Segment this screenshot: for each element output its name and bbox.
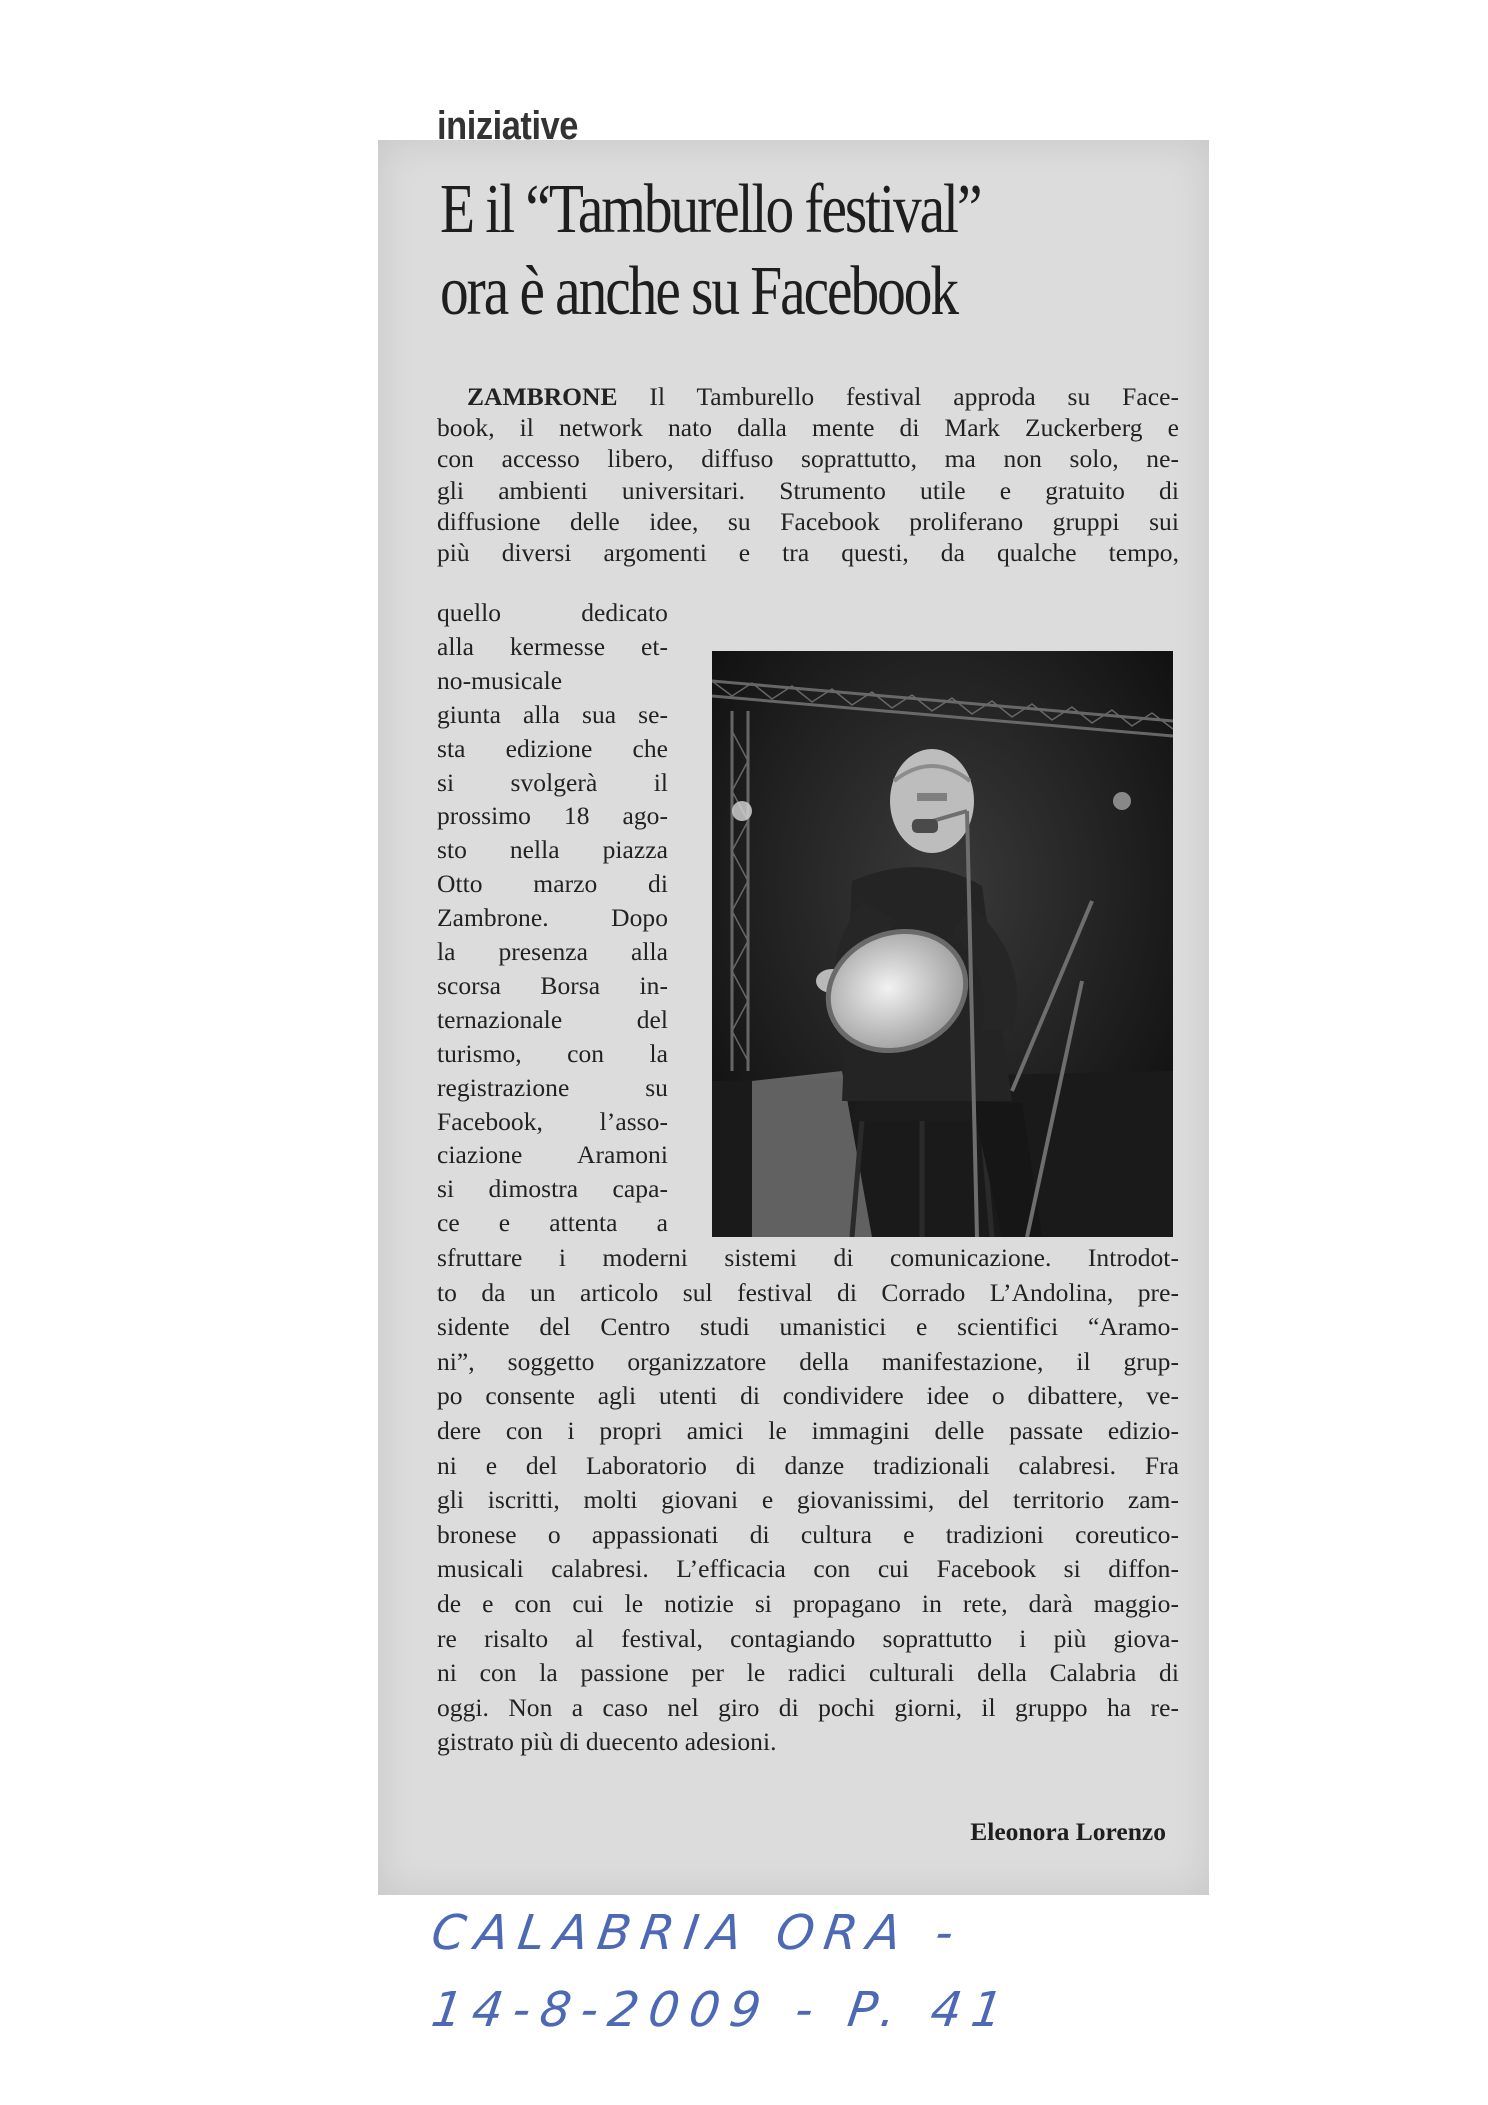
bleed-through-text — [388, 52, 394, 79]
dateline: ZAMBRONE — [467, 382, 650, 411]
article-line-narrow: registrazione su — [437, 1072, 668, 1102]
headline-line-2: ora è anche su Facebook — [440, 253, 958, 330]
microphone-icon — [912, 819, 938, 833]
article-line-narrow: la presenza alla — [437, 937, 668, 966]
article-line: più diversi argomenti e tra questi, da qualche tempo, — [437, 538, 1179, 567]
article-line: bronese o appassionati di cultura e tradizioni coreutico- — [437, 1519, 1179, 1549]
article-line-narrow: Facebook, l’asso- — [437, 1106, 668, 1136]
article-line-narrow: Otto marzo di — [437, 869, 668, 899]
article-line: de e con cui le notizie si propagano in rete, darà maggio- — [437, 1589, 1179, 1618]
article-line-narrow: si svolgerà il — [437, 767, 668, 797]
article-line: book, il network nato dalla mente di Mark Zuckerberg e — [437, 413, 1179, 443]
handwritten-note-line-1: CALABRIA ORA - — [428, 1905, 967, 1961]
headline-line-1: E il “Tamburello festival” — [440, 171, 981, 248]
article-line-narrow: no-musicale — [437, 665, 563, 695]
article-line: ni con la passione per le radici culturali della Calabria di — [437, 1658, 1179, 1688]
article-line: gli iscritti, molti giovani e giovanissimi, del territorio zam- — [437, 1485, 1179, 1515]
article-line-narrow: Zambrone. Dopo — [437, 903, 668, 933]
article-line: gli ambienti universitari. Strumento utile e gratuito di — [437, 475, 1179, 505]
article-line-narrow: turismo, con la — [437, 1038, 668, 1068]
performer-photo — [712, 651, 1173, 1237]
section-label: iniziative — [437, 104, 578, 148]
article-line: po consente agli utenti di condividere idee o dibattere, ve- — [437, 1381, 1179, 1411]
article-line: diffusione delle idee, su Facebook proliferano gruppi sui — [437, 506, 1179, 536]
article-line-narrow: si dimostra capa- — [437, 1174, 668, 1204]
article-line: gistrato più di duecento adesioni. — [437, 1727, 777, 1757]
article-line-narrow: quello dedicato — [437, 598, 668, 627]
article-line-narrow: scorsa Borsa in- — [437, 970, 668, 1000]
article-line: sfruttare i moderni sistemi di comunicazione. Introdot- — [437, 1243, 1179, 1272]
article-line: to da un articolo sul festival di Corrado L’Andolina, pre- — [437, 1277, 1179, 1307]
article-line-narrow: giunta alla sua se- — [437, 699, 668, 729]
article-line-text: Il Tamburello festival approda su Face- — [649, 382, 1180, 411]
article-line: oggi. Non a caso nel giro di pochi giorni, il gruppo ha re- — [437, 1692, 1179, 1722]
article-line-narrow: alla kermesse et- — [437, 631, 668, 661]
article-line: con accesso libero, diffuso soprattutto, ma non solo, ne- — [437, 444, 1179, 474]
article-line: re risalto al festival, contagiando soprattutto i più giova- — [437, 1623, 1179, 1653]
article-line: musicali calabresi. L’efficacia con cui Facebook si diffon- — [437, 1554, 1179, 1584]
article-line-narrow: sta edizione che — [437, 733, 668, 763]
article-line-first — [467, 382, 1179, 412]
byline: Eleonora Lorenzo — [970, 1817, 1166, 1846]
article-line-narrow: prossimo 18 ago- — [437, 801, 668, 831]
article-line-narrow: ciazione Aramoni — [437, 1140, 668, 1170]
article-line: sidente del Centro studi umanistici e scientifici “Aramo- — [437, 1312, 1179, 1342]
article-line: ni”, soggetto organizzatore della manifestazione, il grup- — [437, 1346, 1179, 1376]
article-line-narrow: sto nella piazza — [437, 835, 668, 865]
article-line: dere con i propri amici le immagini delle passate edizio- — [437, 1416, 1179, 1445]
article-line: ni e del Laboratorio di danze tradizionali calabresi. Fra — [437, 1450, 1179, 1480]
article-line-narrow: ternazionale del — [437, 1004, 668, 1034]
handwritten-note-line-2: 14-8-2009 - P. 41 — [428, 1982, 1017, 2038]
article-line-narrow: ce e attenta a — [437, 1208, 668, 1238]
